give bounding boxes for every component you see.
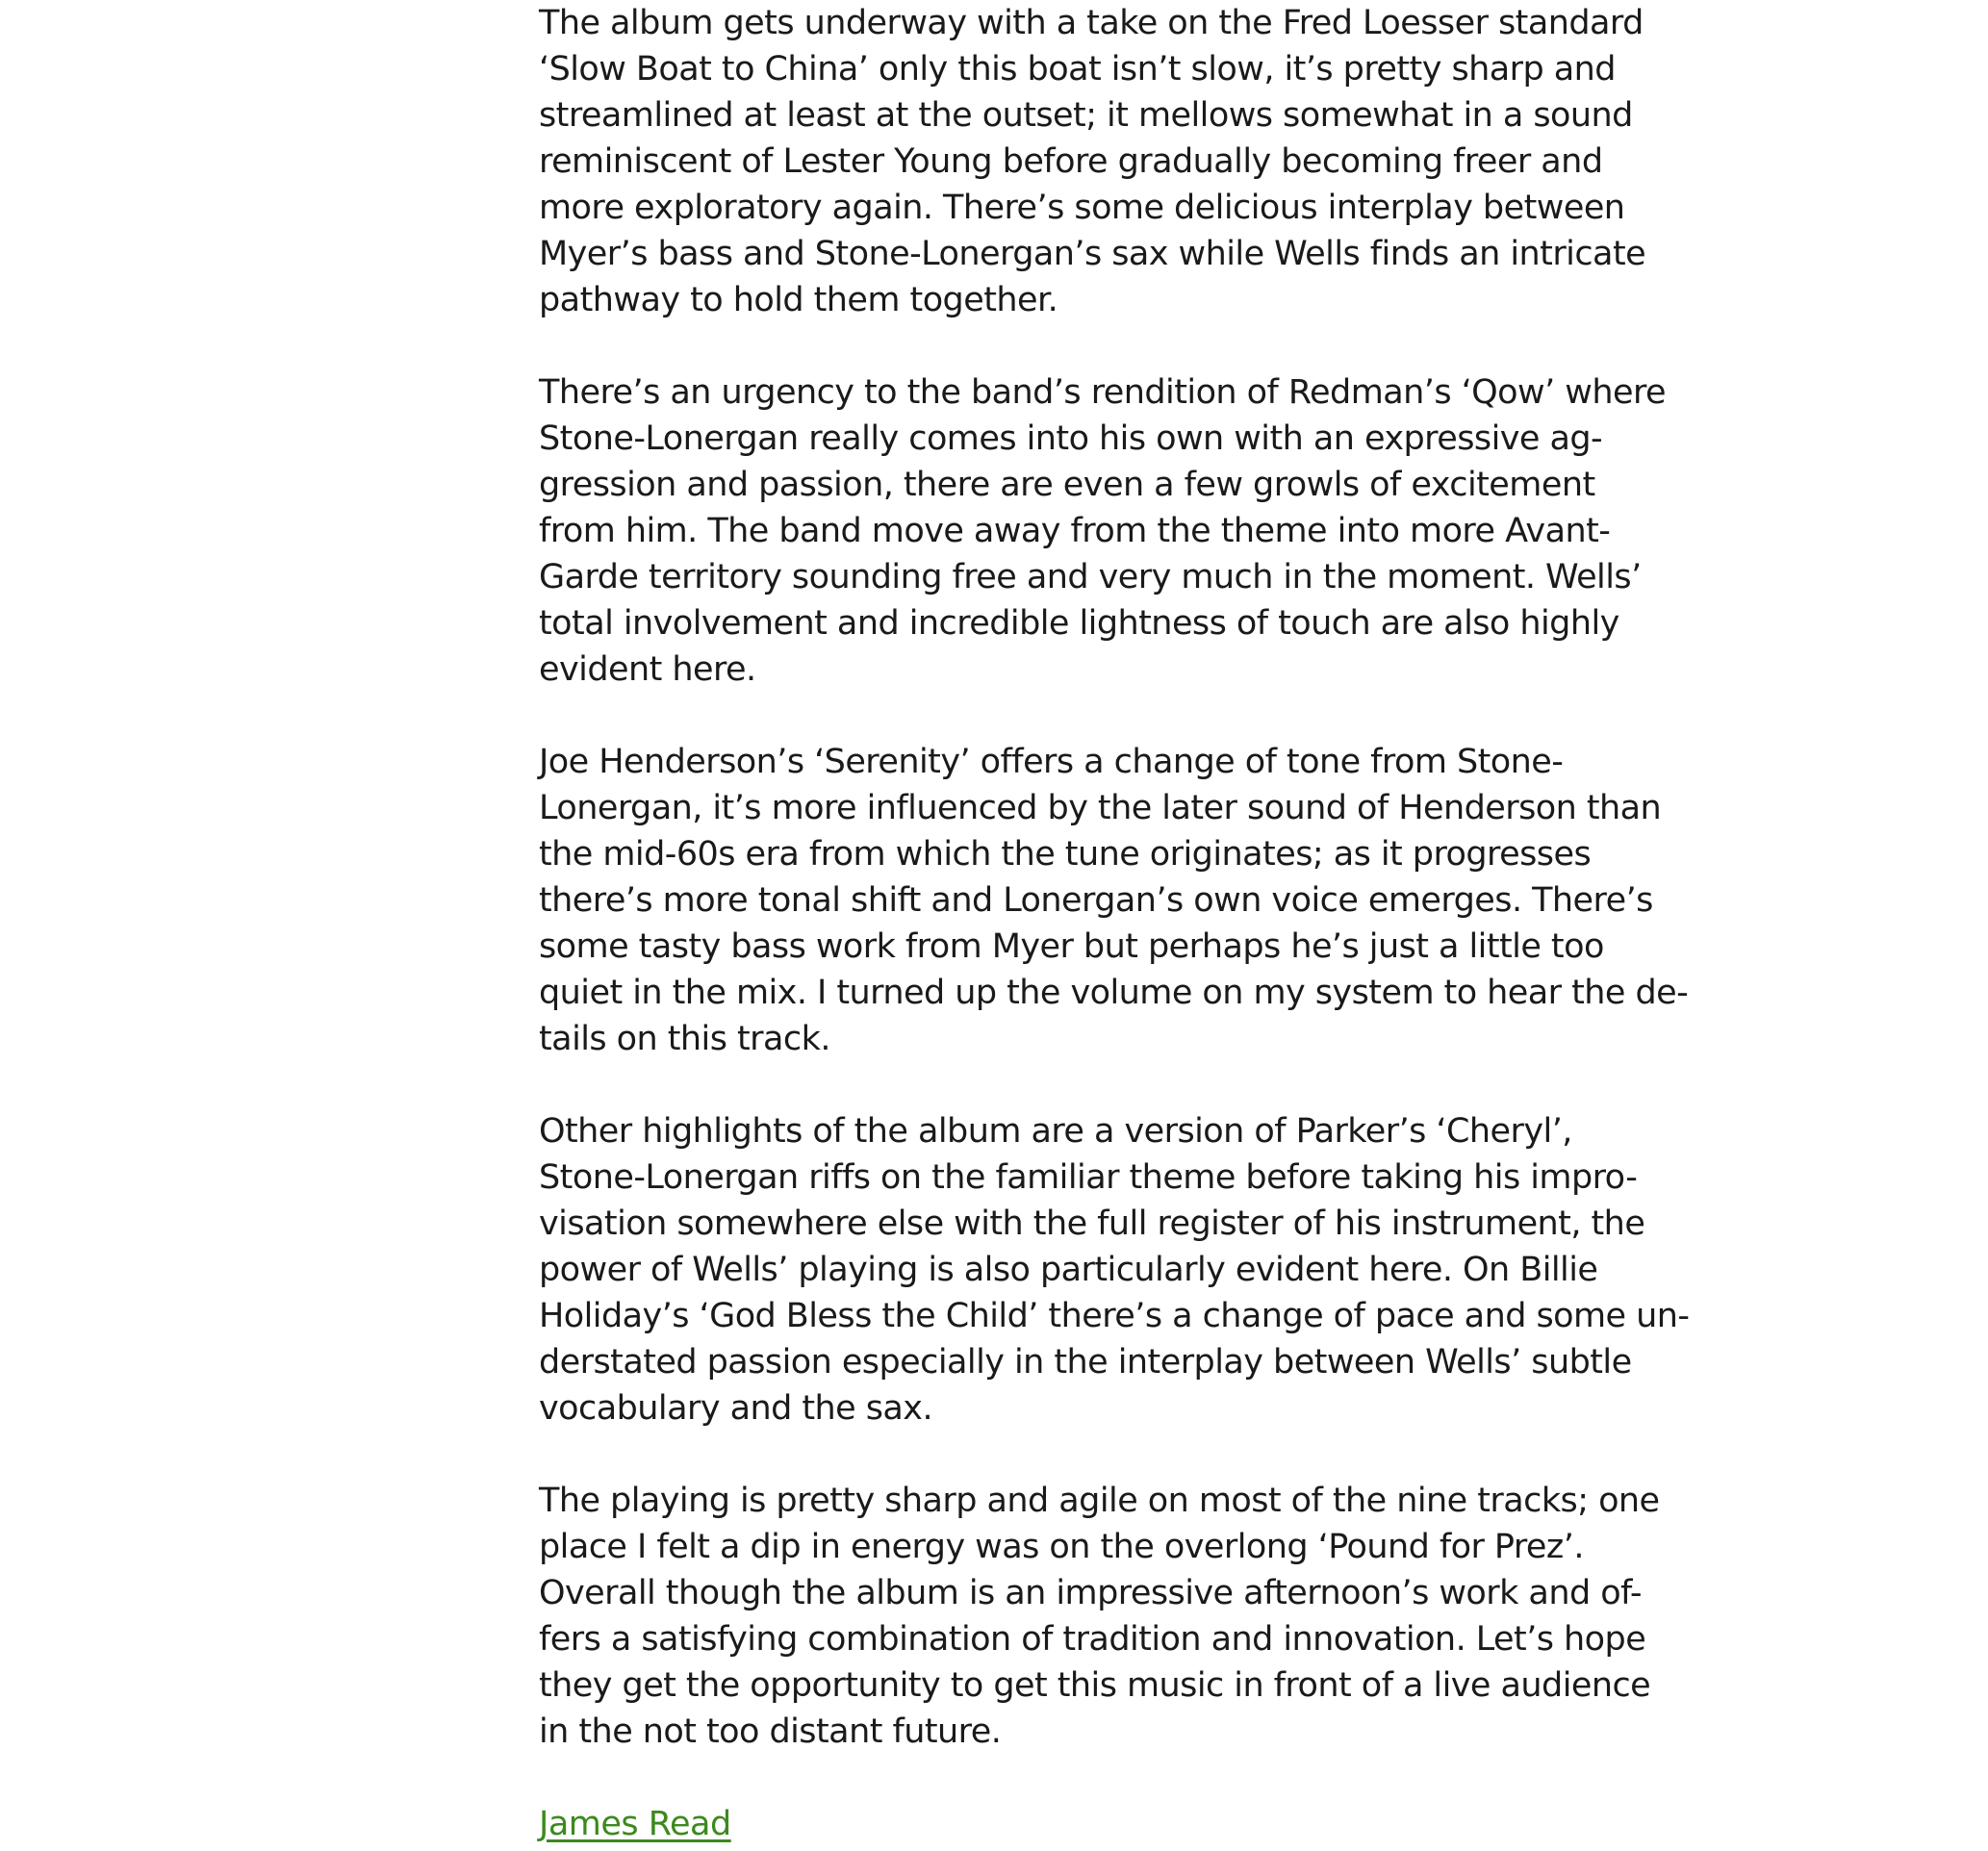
text-line: they get the opportunity to get this music in front of a live audience xyxy=(539,1666,1651,1705)
text-line: ‘Slow Boat to China’ only this boat isn’t slow, it’s pretty sharp and xyxy=(539,50,1616,89)
paragraph-1 xyxy=(539,0,1646,323)
paragraph-5 xyxy=(539,1478,1660,1755)
text-line: some tasty bass work from Myer but perhaps he’s just a little too xyxy=(539,927,1604,966)
text-line: there’s more tonal shift and Lonergan’s own voice emerges. There’s xyxy=(539,881,1653,920)
text-line: Garde territory sounding free and very much in the moment. Wells’ xyxy=(539,558,1642,596)
text-line: Holiday’s ‘God Bless the Child’ there’s a change of pace and some un- xyxy=(539,1297,1690,1335)
text-line: tails on this track. xyxy=(539,1020,830,1058)
article-body xyxy=(539,0,1690,1847)
paragraph-4 xyxy=(539,1108,1690,1432)
text-line: Stone-Lonergan really comes into his own with an expressive ag- xyxy=(539,419,1603,458)
text-line: The album gets underway with a take on the Fred Loesser standard xyxy=(539,4,1644,42)
text-line: place I felt a dip in energy was on the overlong ‘Pound for Prez’. xyxy=(539,1528,1584,1566)
text-line: Other highlights of the album are a version of Parker’s ‘Cheryl’, xyxy=(539,1112,1572,1151)
text-line: Overall though the album is an impressive afternoon’s work and of- xyxy=(539,1574,1642,1612)
text-line: reminiscent of Lester Young before gradually becoming freer and xyxy=(539,142,1603,181)
text-line: There’s an urgency to the band’s rendition of Redman’s ‘Qow’ where xyxy=(539,373,1667,412)
text-line: from him. The band move away from the theme into more Avant- xyxy=(539,512,1611,550)
text-line: vocabulary and the sax. xyxy=(539,1389,933,1428)
text-line: gression and passion, there are even a few growls of excitement xyxy=(539,466,1595,504)
text-line: The playing is pretty sharp and agile on most of the nine tracks; one xyxy=(539,1482,1660,1520)
text-line: more exploratory again. There’s some delicious interplay between xyxy=(539,189,1625,227)
paragraph-2 xyxy=(539,369,1667,693)
text-line: Myer’s bass and Stone-Lonergan’s sax while Wells finds an intricate xyxy=(539,235,1646,273)
text-line: in the not too distant future. xyxy=(539,1712,1002,1751)
text-line: derstated passion especially in the interplay between Wells’ subtle xyxy=(539,1343,1632,1382)
text-line: streamlined at least at the outset; it mellows somewhat in a sound xyxy=(539,96,1633,135)
paragraph-3 xyxy=(539,739,1689,1062)
text-line: evident here. xyxy=(539,650,756,689)
text-line: pathway to hold them together. xyxy=(539,281,1058,319)
text-line: Lonergan, it’s more influenced by the later sound of Henderson than xyxy=(539,789,1662,827)
text-line: total involvement and incredible lightness of touch are also highly xyxy=(539,604,1619,643)
text-line: Joe Henderson’s ‘Serenity’ offers a change of tone from Stone- xyxy=(539,743,1564,781)
author-link[interactable]: James Read xyxy=(539,1805,731,1843)
text-line: quiet in the mix. I turned up the volume on my system to hear the de- xyxy=(539,974,1689,1012)
text-line: the mid-60s era from which the tune originates; as it progresses xyxy=(539,835,1592,874)
text-line: power of Wells’ playing is also particularly evident here. On Billie xyxy=(539,1251,1598,1289)
text-line: fers a satisfying combination of tradition and innovation. Let’s hope xyxy=(539,1620,1646,1659)
text-line: Stone-Lonergan riffs on the familiar theme before taking his impro- xyxy=(539,1158,1638,1197)
text-line: visation somewhere else with the full register of his instrument, the xyxy=(539,1204,1645,1243)
